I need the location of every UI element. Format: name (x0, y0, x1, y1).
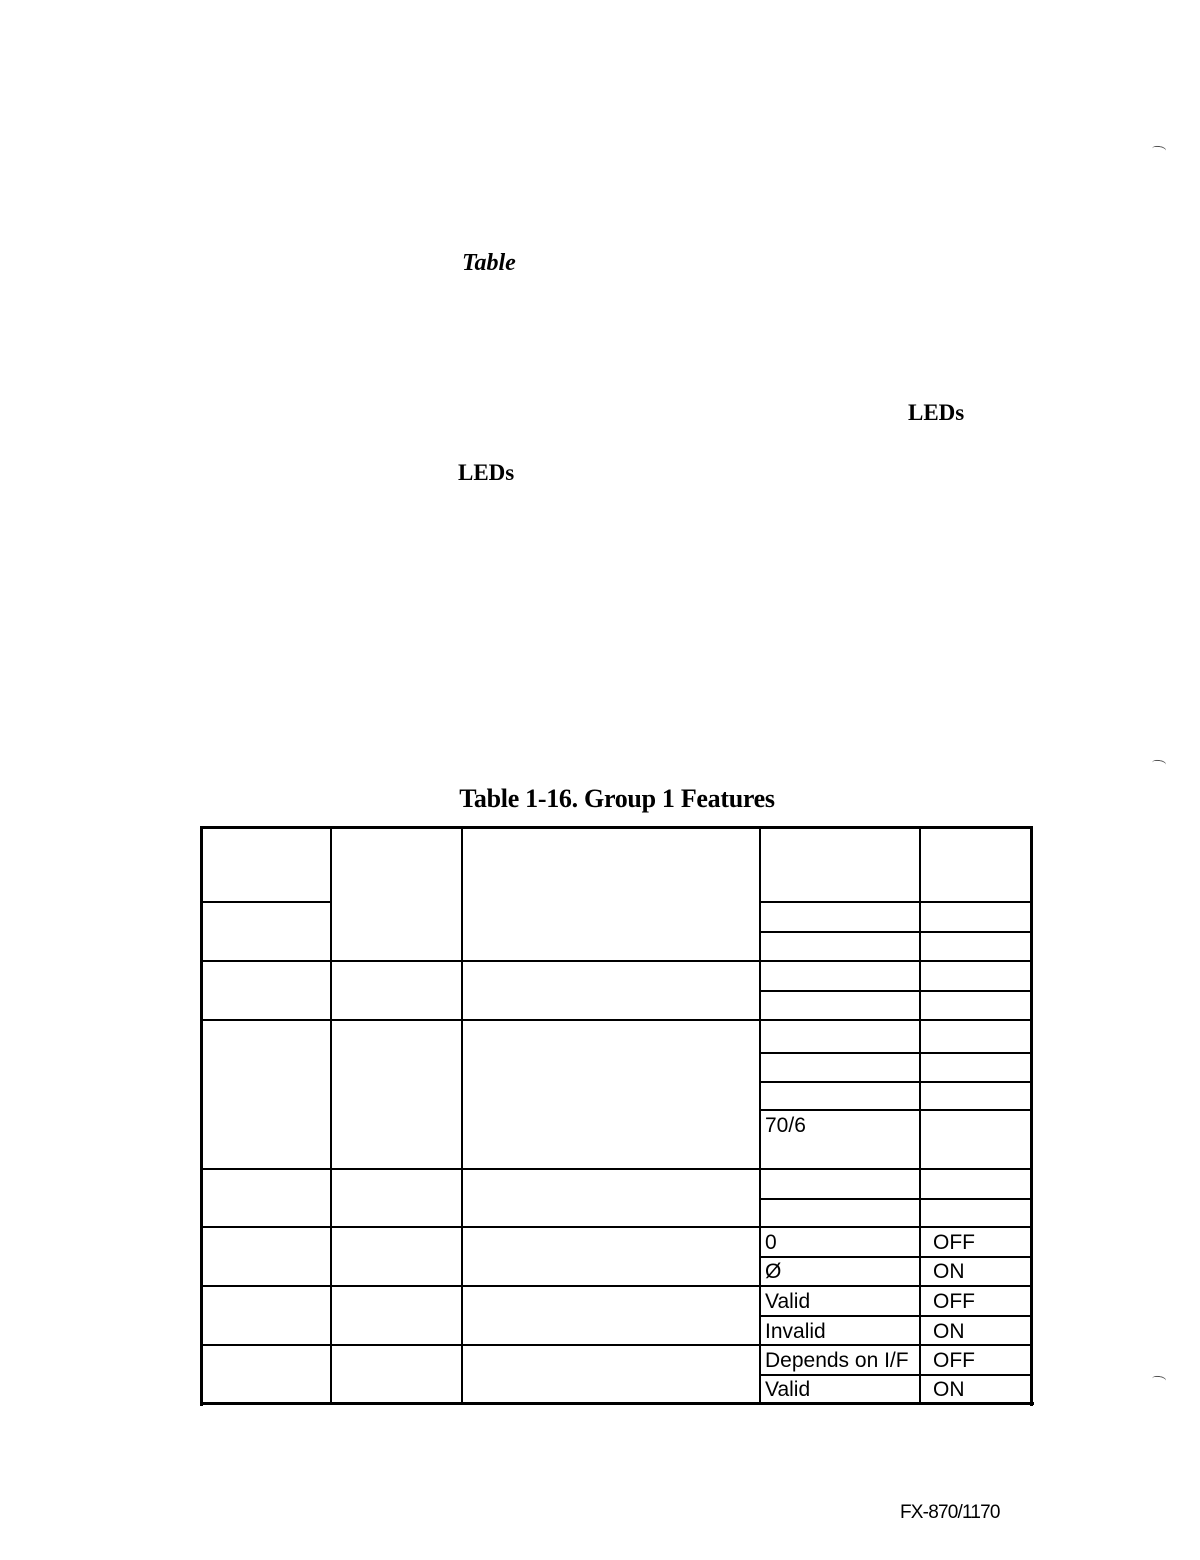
subrow-divider (759, 1081, 1032, 1083)
table-border-right (1030, 826, 1033, 1406)
footer-model-number: FX-870/1170 (900, 1502, 1000, 1523)
subrow-divider (759, 1052, 1032, 1054)
table-caption: Table 1-16. Group 1 Features (459, 784, 775, 813)
table-border-left (200, 826, 203, 1406)
table-cell: Valid (765, 1378, 811, 1401)
column-divider (461, 826, 463, 1404)
subrow-divider (759, 1198, 1032, 1200)
table-cell: ON (933, 1260, 965, 1283)
table-reference-word: Table (462, 250, 516, 276)
table-cell: Valid (765, 1290, 811, 1313)
row-divider (200, 1226, 1032, 1228)
row-divider (200, 1285, 1032, 1287)
table-cell: OFF (933, 1290, 975, 1313)
table-cell: OFF (933, 1349, 975, 1372)
table-border-top (200, 826, 1032, 829)
margin-mark (1152, 145, 1167, 154)
column-divider (759, 826, 761, 1404)
row-divider (200, 960, 1032, 962)
table-border-bottom (200, 1402, 1034, 1405)
leds-word-1: LEDs (908, 400, 965, 425)
subrow-divider (759, 1256, 1032, 1258)
row-divider (200, 901, 331, 903)
row-divider (759, 901, 1032, 903)
subrow-divider (759, 1374, 1032, 1376)
subrow-divider (759, 1315, 1032, 1317)
features-table (200, 826, 1034, 1406)
margin-mark (1152, 759, 1167, 768)
leds-word-2: LEDs (458, 460, 515, 485)
table-cell: ON (933, 1378, 965, 1401)
table-cell: ON (933, 1320, 965, 1343)
row-divider (200, 1344, 1032, 1346)
table-cell: Depends on I/F (765, 1349, 909, 1372)
table-cell: Invalid (765, 1320, 826, 1343)
table-cell: OFF (933, 1231, 975, 1254)
row-divider (200, 1168, 1032, 1170)
column-divider (330, 826, 332, 1404)
subrow-divider (759, 990, 1032, 992)
subrow-divider (759, 931, 1032, 933)
table-cell: Ø (765, 1260, 782, 1283)
table-cell: 70/6 (765, 1114, 806, 1137)
row-divider (200, 1019, 1032, 1021)
margin-mark (1152, 1375, 1167, 1384)
table-cell: 0 (765, 1231, 777, 1254)
subrow-divider (759, 1109, 1032, 1111)
column-divider (919, 826, 921, 1404)
